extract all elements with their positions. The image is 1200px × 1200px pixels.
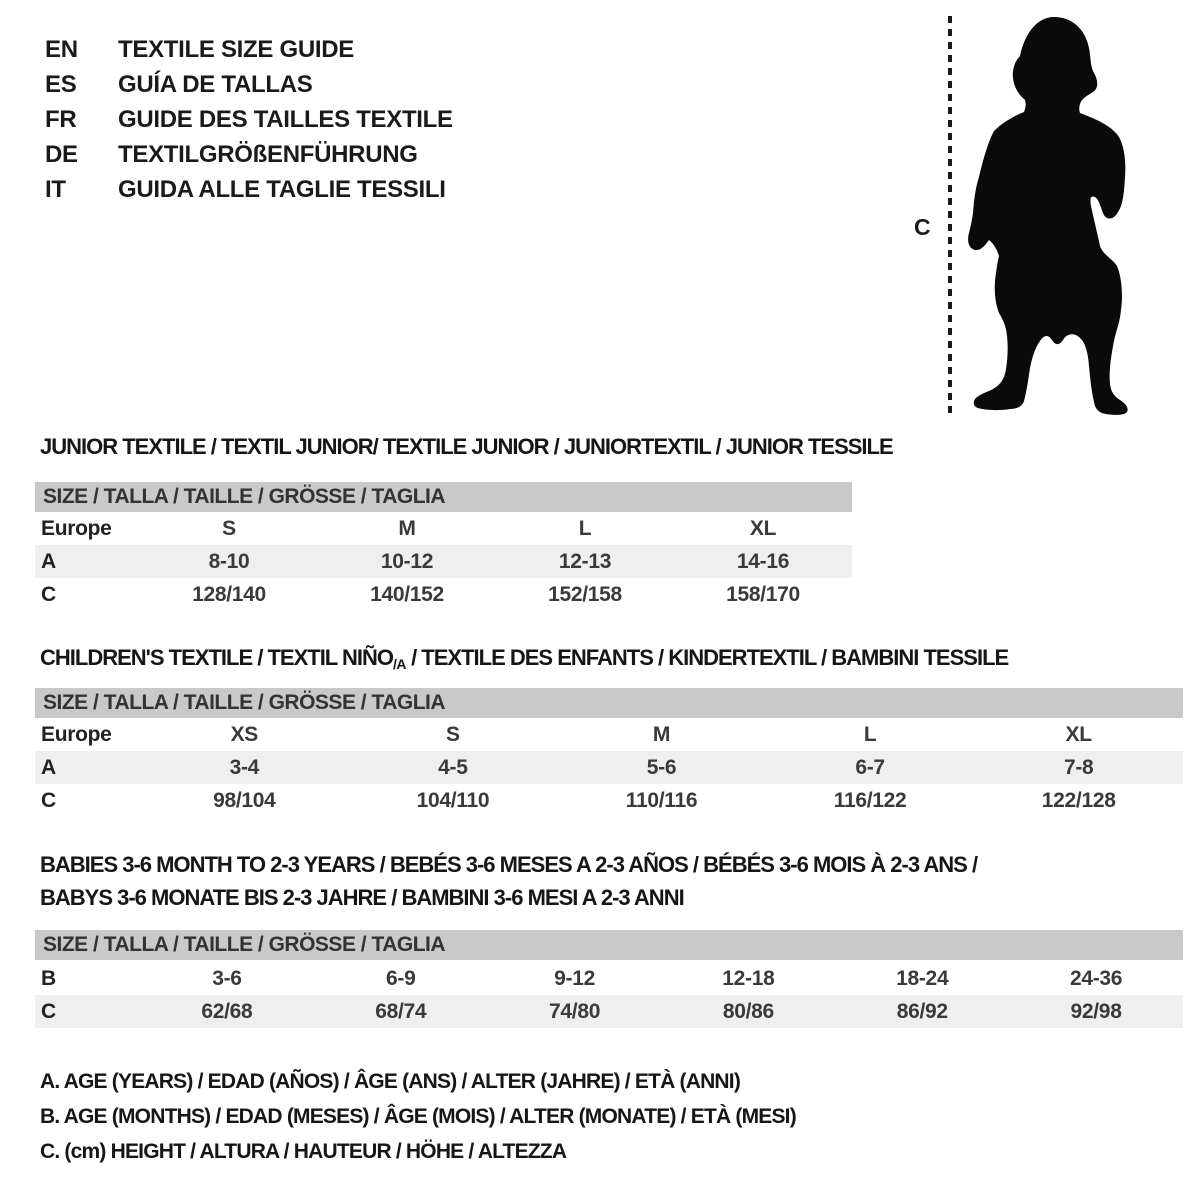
row-label: B [41,966,56,990]
table-row [35,545,852,578]
size-cell: S [446,722,460,746]
age-cell: 10-12 [380,549,434,573]
legend-line-b: B. AGE (MONTHS) / EDAD (MESES) / ÂGE (MOIS) / ALTER (MONATE) / ETÀ (MESI) [40,1105,796,1128]
size-cell: M [652,722,671,746]
age-cell: 4-5 [438,755,468,779]
size-cell: XS [230,722,258,746]
row-label: A [41,549,56,573]
language-header [45,32,453,207]
children-size-table [35,718,1183,817]
age-cell: 14-16 [736,549,790,573]
lang-row-it [45,172,453,207]
row-label: Europe [41,722,112,746]
height-cell: 98/104 [213,788,276,812]
lang-row-en [45,32,453,67]
height-cell: 140/152 [370,582,444,606]
children-section-title [40,645,1008,672]
legend-line-a: A. AGE (YEARS) / EDAD (AÑOS) / ÂGE (ANS) / ALTER (JAHRE) / ETÀ (ANNI) [40,1070,741,1093]
size-cell: L [578,516,592,540]
height-cell: 68/74 [375,999,427,1023]
lang-code-de: DE [45,140,78,168]
height-cell: 128/140 [192,582,266,606]
babies-size-table [35,962,1183,1028]
age-cell: 7-8 [1063,755,1094,779]
legend-line-c: C. (cm) HEIGHT / ALTURA / HAUTEUR / HÖHE / ALTEZZA [40,1140,567,1163]
age-cell: 12-18 [722,966,775,990]
lang-title-it: GUIDA ALLE TAGLIE TESSILI [118,175,446,203]
size-cell: M [398,516,416,540]
row-label: Europe [41,516,112,540]
age-cell: 3-4 [229,755,260,779]
size-cell: S [222,516,236,540]
height-cell: 92/98 [1070,999,1122,1023]
height-cell: 158/170 [726,582,800,606]
height-cell: 122/128 [1041,788,1116,812]
lang-title-es: GUÍA DE TALLAS [118,70,313,98]
junior-size-header-band [35,482,852,512]
table-row [35,962,1183,995]
age-cell: 12-13 [558,549,612,573]
height-cell: 80/86 [722,999,774,1023]
height-cell: 104/110 [416,788,490,812]
table-row [35,718,1183,751]
row-label: C [41,788,56,812]
lang-title-de: TEXTILGRÖßENFÜHRUNG [118,140,418,168]
height-measure-label: C [914,214,931,240]
junior-section-title: JUNIOR TEXTILE / TEXTIL JUNIOR/ TEXTILE JUNIOR / JUNIORTEXTIL / JUNIOR TESSILE [40,434,893,459]
height-cell: 86/92 [896,999,948,1023]
row-label: C [41,999,56,1023]
lang-row-de [45,137,453,172]
lang-code-en: EN [45,35,78,63]
size-cell: L [863,722,877,746]
height-cell: 116/122 [833,788,907,812]
age-cell: 18-24 [896,966,949,990]
toddler-silhouette-image [963,14,1135,419]
lang-title-en: TEXTILE SIZE GUIDE [118,35,354,63]
height-cell: 74/80 [549,999,601,1023]
row-label: A [41,755,56,779]
junior-size-table [35,512,852,611]
table-row [35,512,852,545]
height-cell: 152/158 [548,582,622,606]
height-cell: 110/116 [625,788,698,812]
children-size-header-band [35,688,1183,718]
age-cell: 8-10 [208,549,250,573]
babies-section-title-line2: BABYS 3-6 MONATE BIS 2-3 JAHRE / BAMBINI 3-6 MESI A 2-3 ANNI [40,885,684,910]
children-title-subscript: /A [392,656,406,672]
table-row [35,578,852,611]
row-label: C [41,582,56,606]
junior-size-header-label: SIZE / TALLA / TAILLE / GRÖSSE / TAGLIA [43,485,446,508]
children-title-pre: CHILDREN'S TEXTILE / TEXTIL NIÑO [40,645,393,670]
children-title-post: / TEXTILE DES ENFANTS / KINDERTEXTIL / BAMBINI TESSILE [405,645,1009,670]
table-row [35,784,1183,817]
height-cell: 62/68 [201,999,253,1023]
lang-row-fr [45,102,453,137]
height-measure-dashed-line [948,16,952,416]
babies-size-header-band [35,930,1183,960]
size-cell: XL [749,516,777,540]
age-cell: 5-6 [646,755,677,779]
age-cell: 3-6 [212,966,242,990]
table-row [35,995,1183,1028]
age-cell: 6-7 [855,755,885,779]
children-size-header-label: SIZE / TALLA / TAILLE / GRÖSSE / TAGLIA [43,691,446,714]
age-cell: 6-9 [386,966,416,990]
babies-section-title-line1: BABIES 3-6 MONTH TO 2-3 YEARS / BEBÉS 3-6 MESES A 2-3 AÑOS / BÉBÉS 3-6 MOIS À 2-3 ANS / [40,852,978,877]
table-row [35,751,1183,784]
lang-code-it: IT [45,175,66,203]
lang-code-es: ES [45,70,77,98]
lang-code-fr: FR [45,105,77,133]
age-cell: 9-12 [554,966,595,990]
age-cell: 24-36 [1069,966,1123,990]
lang-row-es [45,67,453,102]
babies-size-header-label: SIZE / TALLA / TAILLE / GRÖSSE / TAGLIA [43,933,446,956]
lang-title-fr: GUIDE DES TAILLES TEXTILE [118,105,453,133]
size-cell: XL [1065,722,1092,746]
